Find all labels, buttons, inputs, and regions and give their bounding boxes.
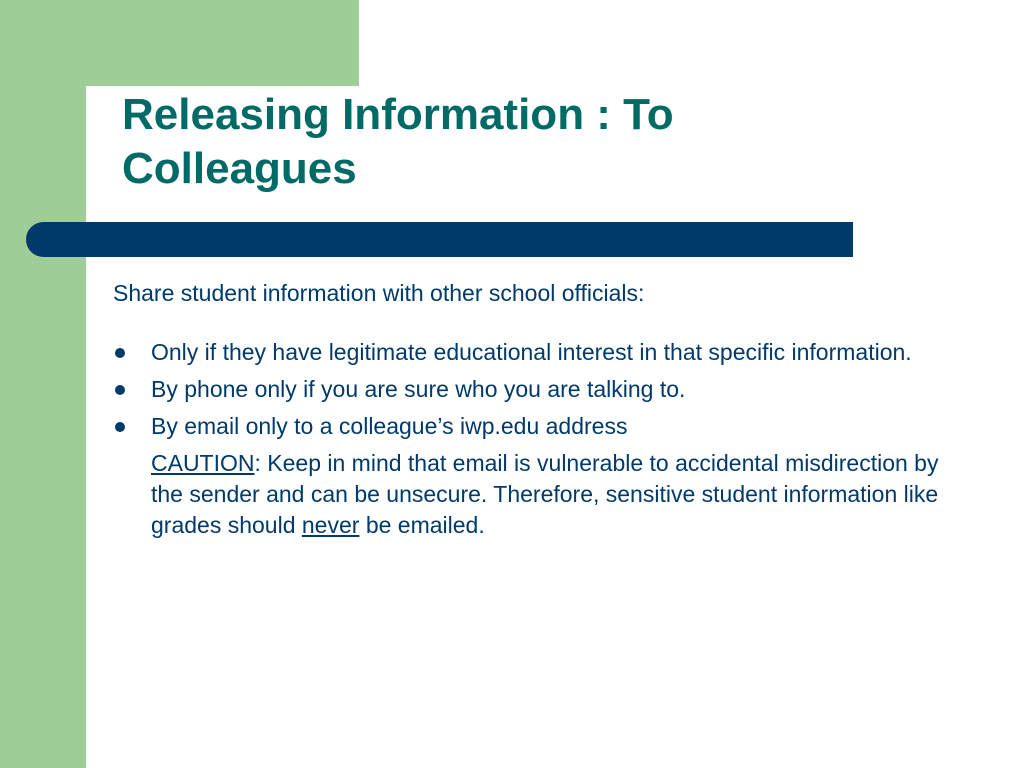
bullet-dot-icon — [115, 385, 125, 395]
bullet-text: By email only to a colleague’s iwp.edu address — [151, 413, 628, 439]
caution-emphasis: never — [301, 512, 360, 538]
bullet-list — [113, 337, 973, 442]
intro-text: Share student information with other school officials: — [113, 280, 645, 306]
title-accent-bar — [26, 222, 853, 257]
bullet-text: By phone only if you are sure who you are talking to. — [151, 376, 686, 402]
slide-body — [113, 278, 973, 541]
green-frame-top — [0, 0, 359, 86]
caution-label: CAUTION — [151, 450, 255, 476]
green-frame-left — [0, 0, 86, 768]
bullet-item — [113, 337, 973, 368]
slide-title-line-2: Colleagues — [122, 144, 357, 193]
caution-text-after: be emailed. — [359, 512, 485, 538]
bullet-item — [113, 374, 973, 405]
caution-note — [113, 448, 973, 541]
caution-text-before: : Keep in mind that email is vulnerable to accidental misdirection by the sender and can be unsecure. Therefore, sensitive student information like grades should — [151, 450, 939, 538]
slide-title — [122, 88, 882, 196]
slide-title-line-1: Releasing Information : To — [122, 90, 674, 139]
bullet-text: Only if they have legitimate educational interest in that specific information. — [151, 339, 912, 365]
bullet-item — [113, 411, 973, 442]
bullet-dot-icon — [115, 348, 125, 358]
bullet-dot-icon — [115, 422, 125, 432]
